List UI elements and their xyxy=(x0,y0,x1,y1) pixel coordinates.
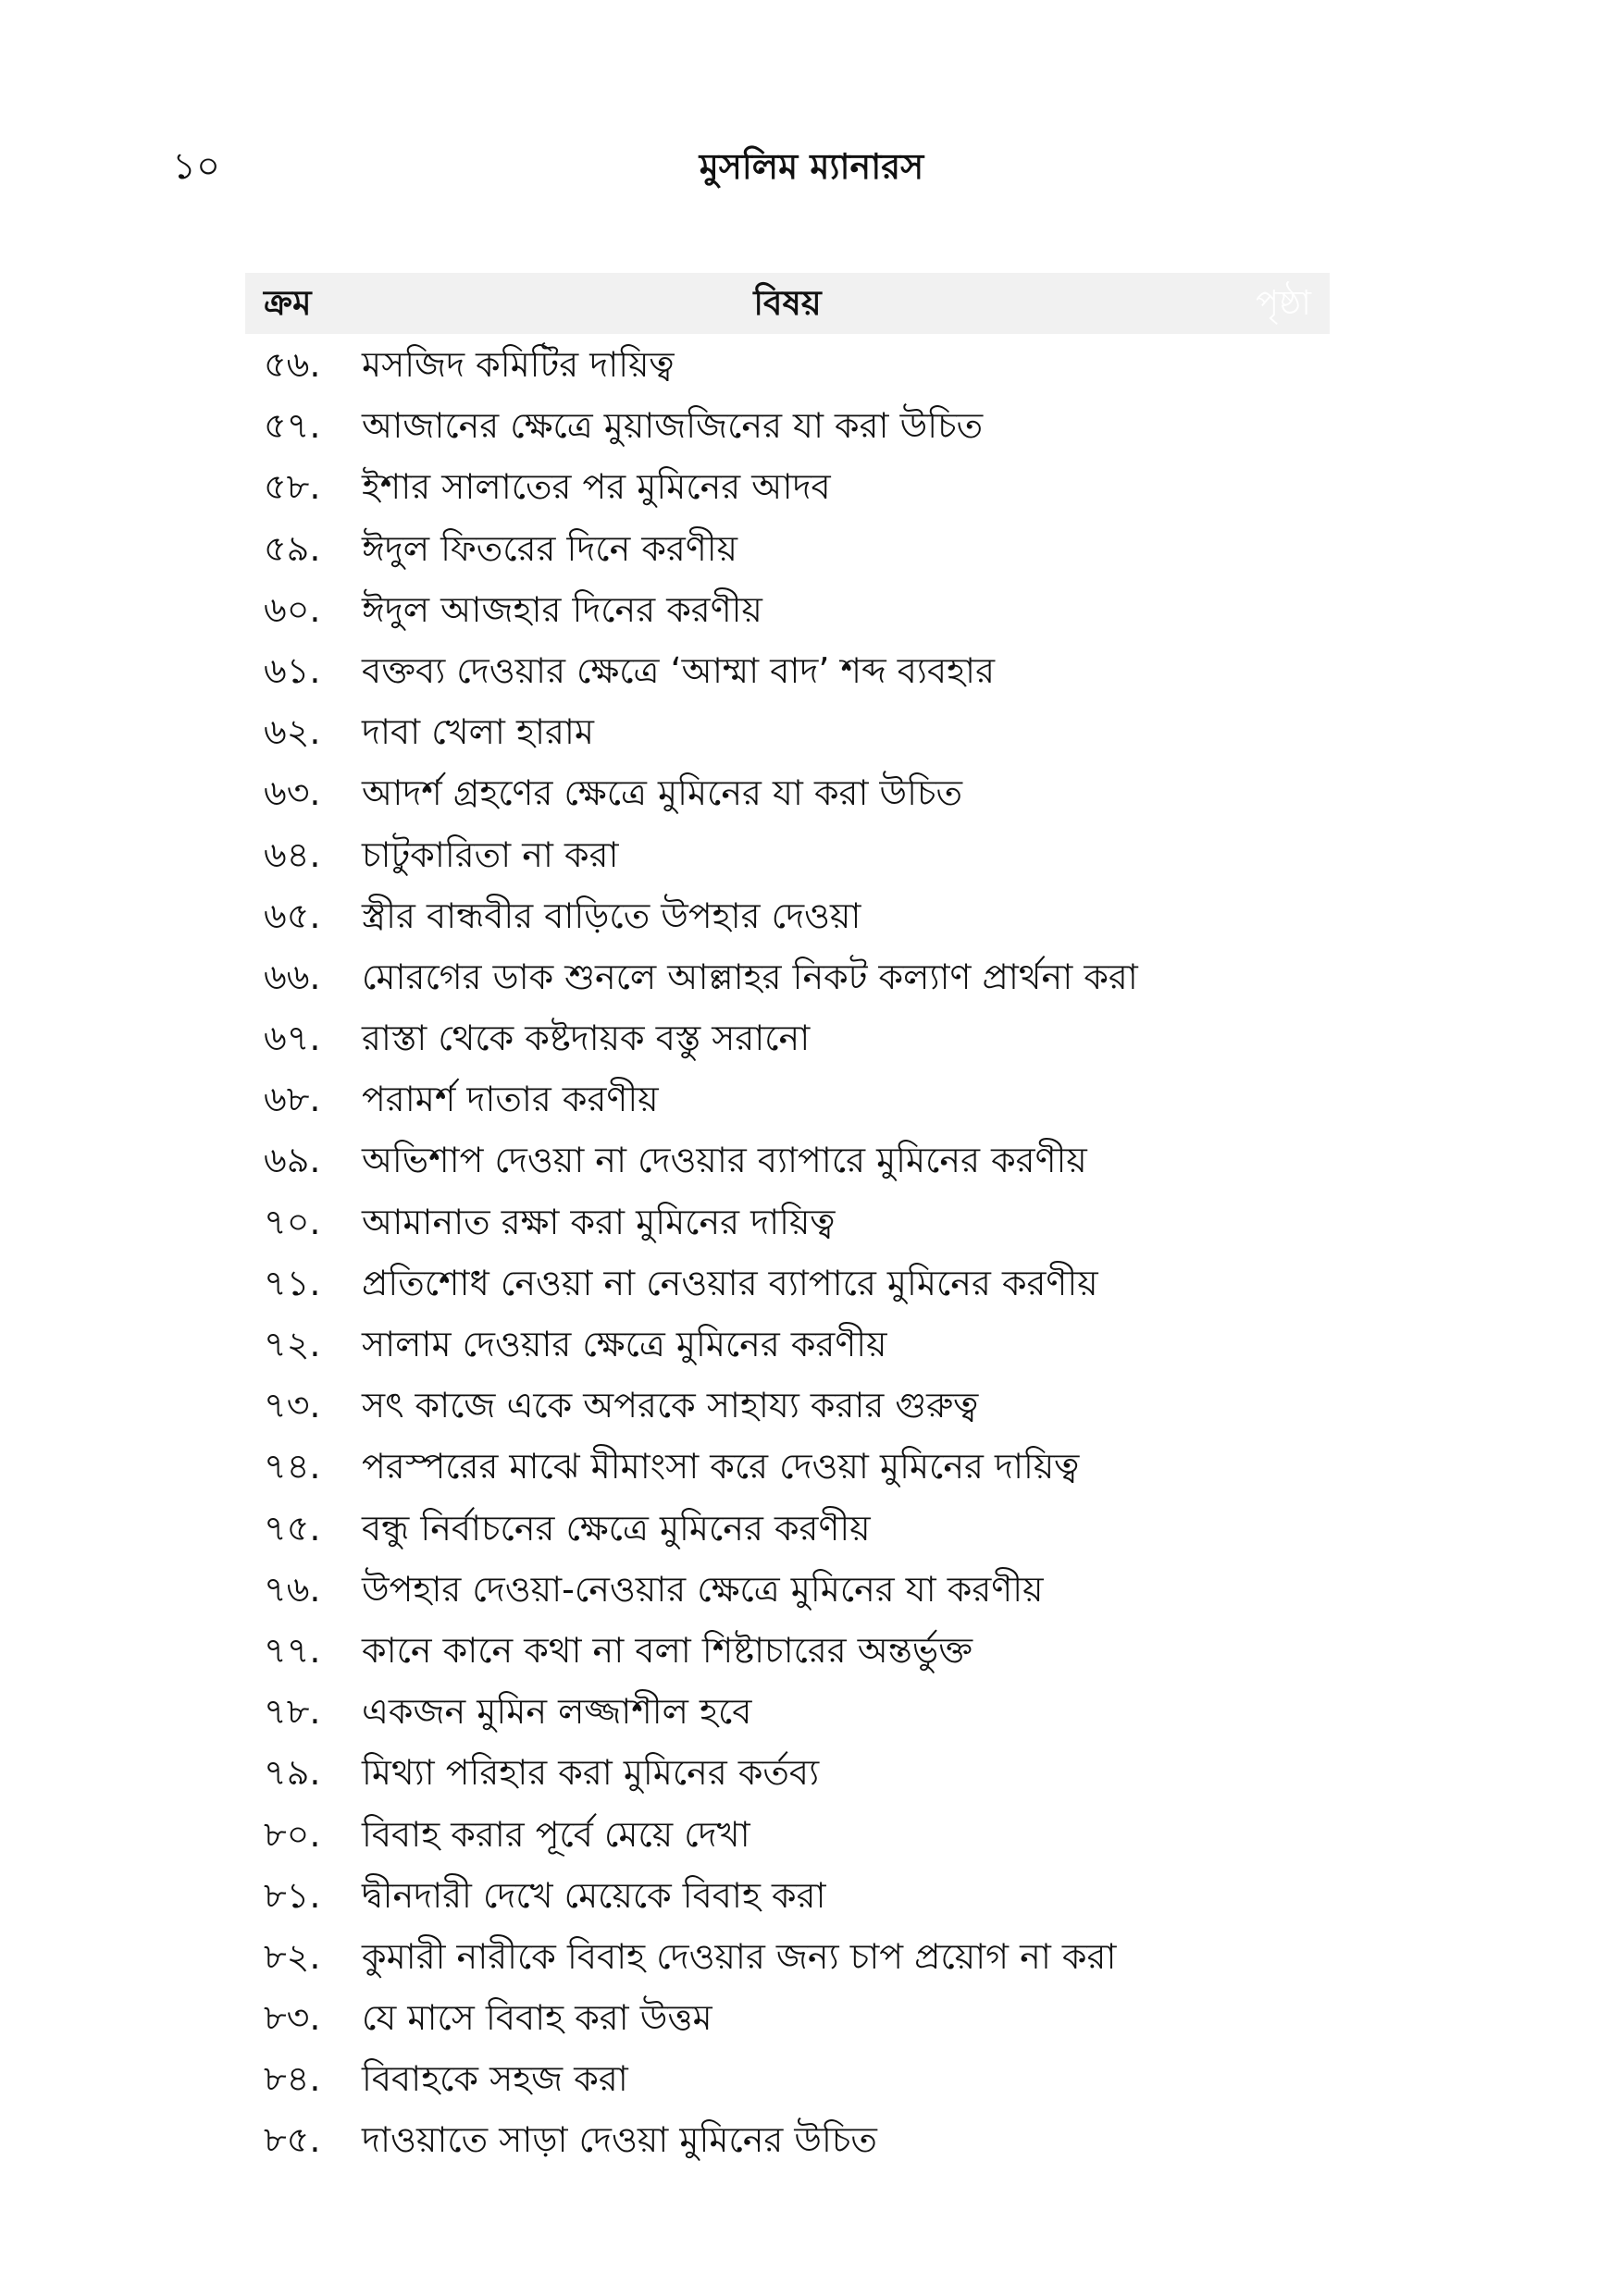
toc-row xyxy=(245,395,1330,456)
entry-number: ৭৫. xyxy=(264,1507,321,1549)
toc-row xyxy=(245,762,1330,823)
entry-number: ৭৯. xyxy=(264,1752,321,1794)
entry-number: ৬৯. xyxy=(264,1140,321,1181)
toc-row xyxy=(245,2109,1330,2170)
entry-number: ৫৭. xyxy=(264,405,321,447)
entry-topic: আমানাত রক্ষা করা মুমিনের দায়িত্ব xyxy=(362,1201,836,1242)
toc-row xyxy=(245,1681,1330,1742)
entry-topic: আদর্শ গ্রহণের ক্ষেত্রে মুমিনের যা করা উচিত xyxy=(362,772,963,814)
toc-row xyxy=(245,579,1330,640)
toc-row xyxy=(245,1559,1330,1620)
entry-number: ৭৪. xyxy=(264,1446,321,1487)
toc-row xyxy=(245,1007,1330,1068)
toc-row xyxy=(245,946,1330,1007)
entry-number: ৫৬. xyxy=(264,344,321,385)
entry-number: ৫৯. xyxy=(264,527,321,569)
toc-row xyxy=(245,1804,1330,1865)
entry-number: ৭৮. xyxy=(264,1691,321,1733)
entry-topic: ঈদুল ফিতরের দিনে করণীয় xyxy=(362,527,738,569)
entry-number: ৬৬. xyxy=(264,956,321,997)
entry-topic: পরস্পরের মাঝে মীমাংসা করে দেওয়া মুমিনের দায়িত্ব xyxy=(362,1446,1080,1487)
toc-list xyxy=(245,334,1330,2171)
entry-topic: দাবা খেলা হারাম xyxy=(362,711,595,753)
toc-row xyxy=(245,1191,1330,1253)
entry-number: ৭১. xyxy=(264,1262,321,1303)
entry-number: ৮৩. xyxy=(264,1997,321,2039)
entry-topic: উপহার দেওয়া-নেওয়ার ক্ষেত্রে মুমিনের যা করণীয় xyxy=(362,1568,1044,1610)
entry-topic: অভিশাপ দেওয়া না দেওয়ার ব্যাপারে মুমিনের করণীয় xyxy=(362,1140,1087,1181)
entry-topic: কুমারী নারীকে বিবাহ দেওয়ার জন্য চাপ প্রয়োগ না করা xyxy=(362,1935,1117,1977)
toc-row xyxy=(245,1314,1330,1375)
entry-topic: কানে কানে কথা না বলা শিষ্টাচারের অন্তর্ভুক্ত xyxy=(362,1629,973,1671)
entry-number: ৬৫. xyxy=(264,895,321,936)
entry-topic: আজানের ক্ষেত্রে মুয়াজজিনের যা করা উচিত xyxy=(362,405,984,447)
running-title: মুসলিম ম্যানারস xyxy=(699,146,924,187)
entry-topic: যে মাসে বিবাহ করা উত্তম xyxy=(362,1997,712,2039)
entry-topic: মিথ্যা পরিহার করা মুমিনের কর্তব্য xyxy=(362,1752,820,1794)
toc-row xyxy=(245,824,1330,885)
entry-topic: দ্বীনদারী দেখে মেয়েকে বিবাহ করা xyxy=(362,1874,826,1916)
entry-number: ৬৩. xyxy=(264,772,321,814)
page-number: ১০ xyxy=(172,145,220,188)
toc-row xyxy=(245,1253,1330,1314)
entry-topic: ঈদুল আজহার দিনের করণীয় xyxy=(362,588,762,630)
toc-row xyxy=(245,640,1330,701)
entry-number: ৮৪. xyxy=(264,2058,321,2100)
entry-number: ৬০. xyxy=(264,588,321,630)
entry-number: ৮৫. xyxy=(264,2119,321,2161)
entry-number: ৮০. xyxy=(264,1813,321,1855)
entry-number: ৭০. xyxy=(264,1201,321,1242)
entry-topic: স্ত্রীর বান্ধবীর বাড়িতে উপহার দেওয়া xyxy=(362,895,861,936)
entry-topic: চাটুকারিতা না করা xyxy=(362,833,619,875)
toc-row xyxy=(245,1498,1330,1559)
toc-row xyxy=(245,334,1330,395)
entry-topic: সালাম দেওয়ার ক্ষেত্রে মুমিনের করণীয় xyxy=(362,1324,887,1364)
column-header-number: ক্রম xyxy=(264,283,312,323)
entry-number: ৬২. xyxy=(264,711,321,753)
entry-number: ৬১. xyxy=(264,649,321,691)
entry-number: ৭২. xyxy=(264,1324,321,1364)
toc-row xyxy=(245,456,1330,517)
entry-topic: মোরগের ডাক শুনলে আল্লাহর নিকট কল্যাণ প্রার্থনা করা xyxy=(362,956,1138,997)
entry-topic: রাস্তা থেকে কষ্টদায়ক বস্তু সরানো xyxy=(362,1018,811,1059)
entry-number: ৬৪. xyxy=(264,833,321,875)
table-of-contents xyxy=(245,273,1330,2171)
entry-topic: দাওয়াতে সাড়া দেওয়া মুমিনের উচিত xyxy=(362,2119,877,2161)
toc-row xyxy=(245,2048,1330,2109)
toc-row xyxy=(245,1620,1330,1681)
toc-row xyxy=(245,1742,1330,1803)
toc-row xyxy=(245,1129,1330,1191)
toc-row xyxy=(245,885,1330,946)
column-header-page: পৃষ্ঠা xyxy=(1256,283,1311,323)
entry-topic: একজন মুমিন লজ্জাশীল হবে xyxy=(362,1691,752,1733)
toc-row xyxy=(245,1987,1330,2048)
entry-number: ৫৮. xyxy=(264,466,321,508)
entry-topic: বিবাহকে সহজ করা xyxy=(362,2058,628,2100)
toc-row xyxy=(245,518,1330,579)
entry-topic: প্রতিশোধ নেওয়া না নেওয়ার ব্যাপারে মুমিনের করণীয় xyxy=(362,1262,1098,1303)
toc-row xyxy=(245,1436,1330,1497)
entry-topic: বিবাহ করার পূর্বে মেয়ে দেখা xyxy=(362,1813,750,1855)
toc-row xyxy=(245,701,1330,762)
toc-row xyxy=(245,1926,1330,1987)
toc-header-row xyxy=(245,273,1330,334)
entry-number: ৭৭. xyxy=(264,1629,321,1671)
entry-topic: সৎ কাজে একে অপরকে সাহায্য করার গুরুত্ব xyxy=(362,1385,979,1426)
entry-topic: বক্তব্য দেওয়ার ক্ষেত্রে ‘আম্মা বাদ’ শব্দ ব্যবহার xyxy=(362,649,995,691)
toc-row xyxy=(245,1068,1330,1129)
entry-number: ৮২. xyxy=(264,1935,321,1977)
entry-number: ৬৭. xyxy=(264,1018,321,1059)
toc-row xyxy=(245,1865,1330,1926)
toc-row xyxy=(245,1375,1330,1436)
entry-topic: বন্ধু নির্বাচনের ক্ষেত্রে মুমিনের করণীয় xyxy=(362,1507,871,1549)
entry-number: ৮১. xyxy=(264,1874,321,1916)
entry-number: ৭৩. xyxy=(264,1385,321,1426)
entry-topic: ইশার সালাতের পর মুমিনের আদব xyxy=(362,466,831,508)
entry-number: ৬৮. xyxy=(264,1079,321,1120)
column-header-topic: বিষয় xyxy=(753,283,822,323)
entry-number: ৭৬. xyxy=(264,1568,321,1610)
entry-topic: পরামর্শ দাতার করণীয় xyxy=(362,1079,659,1120)
entry-topic: মসজিদ কমিটির দায়িত্ব xyxy=(362,344,675,385)
